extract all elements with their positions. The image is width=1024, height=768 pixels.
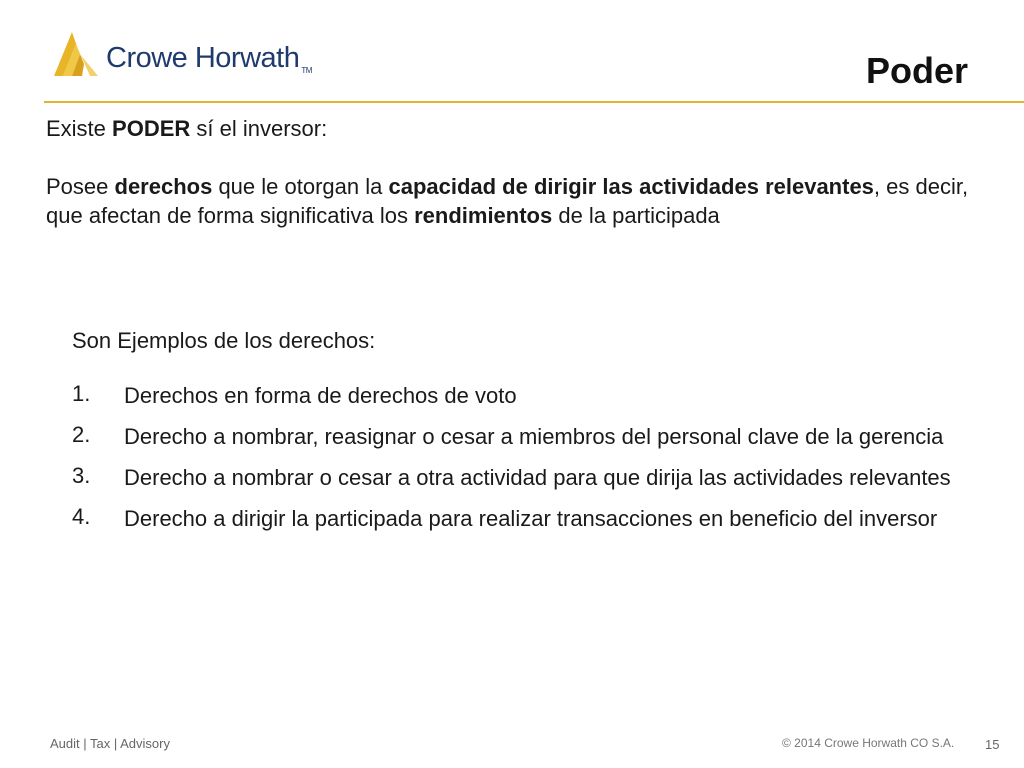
slide-body — [46, 114, 986, 230]
logo-wordmark: Crowe Horwath TM — [106, 41, 312, 75]
examples-heading: Son Ejemplos de los derechos: — [72, 328, 376, 353]
footer-copyright: © 2014 Crowe Horwath CO S.A. — [782, 736, 955, 750]
title-divider — [44, 101, 1024, 103]
examples-list — [72, 379, 952, 535]
list-item: 1. Derechos en forma de derechos de voto — [72, 381, 517, 408]
list-item: 2. Derecho a nombrar, reasignar o cesar a miembros del personal clave de la gerencia — [72, 422, 944, 449]
list-item: 3. Derecho a nombrar o cesar a otra actividad para que dirija las actividades relevantes — [72, 463, 951, 490]
crowe-logo-icon — [50, 30, 102, 80]
intro-line: Existe PODER sí el inversor: — [46, 116, 328, 141]
slide-title: Poder — [865, 50, 968, 91]
examples-section — [72, 326, 952, 543]
definition-paragraph: Posee derechos que le otorgan la capacidad de dirigir las actividades relevantes, es decir, que afectan de forma significativa los rendimientos de la participada — [46, 174, 969, 228]
list-item: 4. Derecho a dirigir la participada para realizar transacciones en beneficio del inversor — [72, 504, 938, 531]
company-logo — [50, 30, 312, 80]
footer-services: Audit | Tax | Advisory — [50, 736, 170, 751]
page-number: 15 — [985, 737, 1000, 752]
